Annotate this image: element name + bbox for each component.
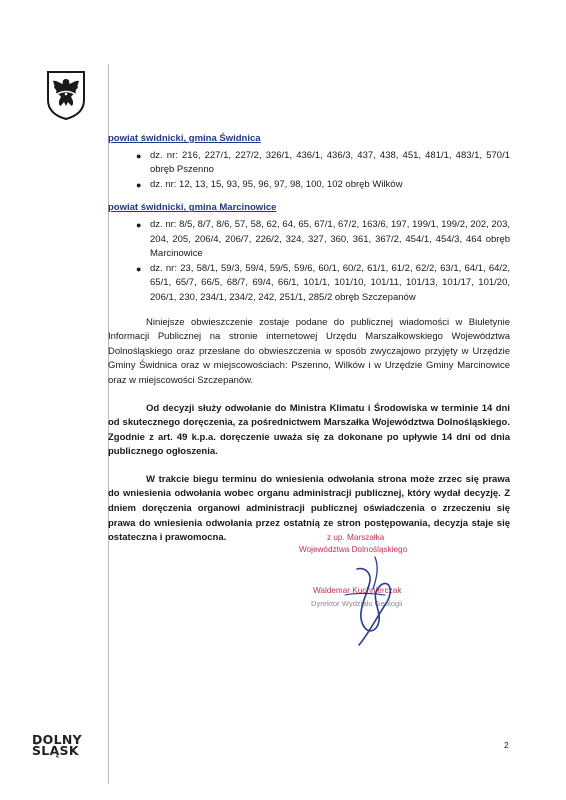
stamp-line: Województwa Dolnośląskiego: [299, 545, 408, 554]
bullet-icon: ●: [136, 219, 142, 230]
section-heading: powiat świdnicki, gmina Marcinowice: [108, 202, 277, 214]
logo-text-line: ŚLĄSK: [32, 743, 79, 758]
parcel-list: [108, 149, 510, 193]
section-heading: powiat świdnicki, gmina Świdnica: [108, 133, 261, 144]
list-item: [136, 149, 510, 178]
publication-notice-paragraph: Niniejsze obwieszczenie zostaje podane do publicznej wiadomości w Biuletynie Informacji Publicznej na stronie internetowej Urzędu Marszałkowskiego Województwa Dolnośląskiego oraz przesłane do obwieszczenia w sposób zwyczajowo przyjęty w Urzędzie Gminy Świdnica oraz w miejscowościach: Pszenno, Wilków i w Urzędzie Gminy Marcinowice oraz w miejscowości Szczepanów.: [108, 316, 510, 386]
section-swidnica: [108, 132, 510, 192]
signature-stamp: [285, 533, 435, 663]
dolny-slask-logo: [32, 734, 82, 756]
document-body: [108, 132, 510, 546]
eagle-coat-of-arms-icon: [46, 70, 86, 120]
appeal-paragraph: Od decyzji służy odwołanie do Ministra Klimatu i Środowiska w terminie 14 dni od skutecznego doręczenia, za pośrednictwem Marszałka Województwa Dolnośląskiego. Zgodnie z art. 49 k.p.a. doręczenie uważa się za dokonane po upływie 14 dni od dnia publicznego ogłoszenia.: [108, 402, 510, 458]
parcel-list: [108, 218, 510, 306]
bullet-icon: ●: [136, 179, 142, 190]
section-marcinowice: [108, 201, 510, 305]
list-item: [136, 178, 510, 193]
list-item: [136, 262, 510, 306]
logo-text-line: DOLNY: [32, 732, 82, 747]
parcel-text: dz. nr: 12, 13, 15, 93, 95, 96, 97, 98, 100, 102 obręb Wilków: [150, 178, 403, 190]
parcel-text: dz. nr: 216, 227/1, 227/2, 326/1, 436/1, 436/3, 437, 438, 451, 481/1, 483/1, 570/1 obręb Pszenno: [150, 149, 510, 176]
parcel-text: dz. nr: 23, 58/1, 59/3, 59/4, 59/5, 59/6, 60/1, 60/2, 61/1, 61/2, 62/2, 63/1, 64/1, 64/2, 65/1, 65/7, 66/5, 68/7, 69/4, 66/1, 101/1, 101/10, 101/11, 101/13, 101/17, 101/20, 206/1, 230, 234/1, 234/2, 242, 251/1, 285/2 obręb Szczepanów: [150, 262, 510, 303]
stamp-signatory-name: Waldemar Kuchnierczak: [313, 586, 402, 595]
handwritten-signature-icon: [285, 533, 435, 663]
bullet-icon: ●: [136, 150, 142, 161]
parcel-text: dz. nr: 8/5, 8/7, 8/6, 57, 58, 62, 64, 65, 67/1, 67/2, 163/6, 197, 199/1, 199/2, 202, 203, 204, 205, 206/4, 206/7, 226/2, 324, 327, 360, 361, 367/2, 454/1, 454/3, 464 obręb Marcinowice: [150, 218, 510, 260]
stamp-line: z up. Marszałka: [327, 533, 385, 542]
bullet-icon: ●: [136, 263, 142, 274]
list-item: [136, 218, 510, 262]
stamp-signatory-title: Dyrektor Wydziału Geologii: [311, 599, 403, 608]
page-number: 2: [504, 740, 509, 750]
appeal-waiver-paragraph: W trakcie biegu terminu do wniesienia odwołania strona może zrzec się prawa do wniesienia odwołania wobec organu administracji publicznej, który wydał decyzję. Z dniem doręczenia organowi administracji publicznej oświadczenia o zrzeczeniu się prawa do wniesienia odwołania przez ostatnią ze stron postępowania, decyzja staje się ostateczna i prawomocna.: [108, 473, 510, 544]
